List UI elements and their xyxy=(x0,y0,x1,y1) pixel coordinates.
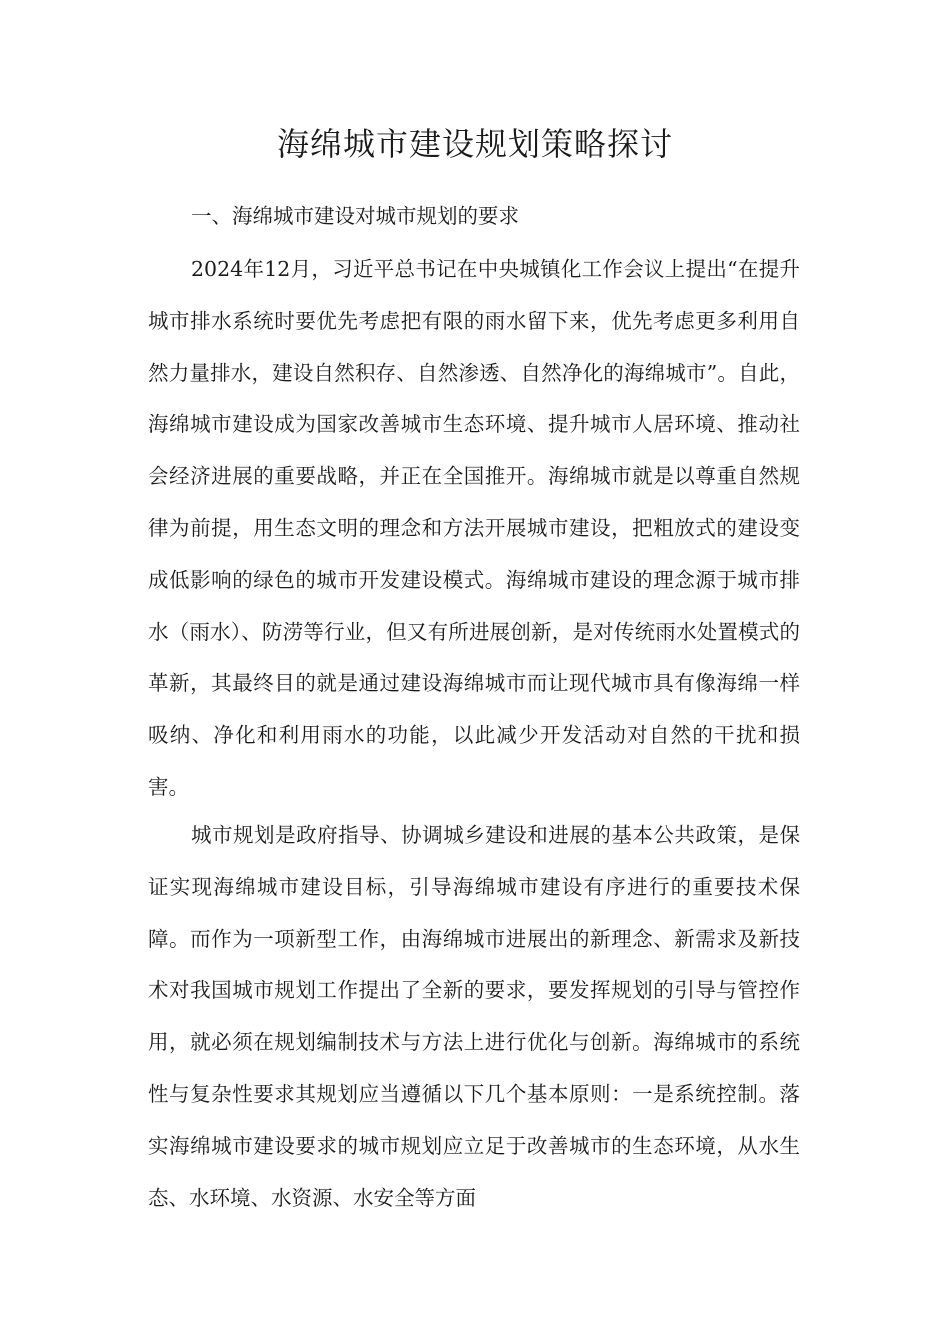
paragraph-1: 2024年12月，习近平总书记在中央城镇化工作会议上提出“在提升城市排水系统时要优先考虑把有限的雨水留下来，优先考虑更多利用自然力量排水，建设自然积存、自然渗透、自然净化的海绵城市”。自此，海绵城市建设成为国家改善城市生态环境、提升城市人居环境、推动社会经济进展的重要战略，并正在全国推开。海绵城市就是以尊重自然规律为前提，用生态文明的理念和方法开展城市建设，把粗放式的建设变成低影响的绿色的城市开发建设模式。海绵城市建设的理念源于城市排水（雨水）、防涝等行业，但又有所进展创新，是对传统雨水处置模式的革新，其最终目的就是通过建设海绵城市而让现代城市具有像海绵一样吸纳、净化和利用雨水的功能，以此减少开发活动对自然的干扰和损害。 xyxy=(148,257,800,799)
section-heading: 一、海绵城市建设对城市规划的要求 xyxy=(191,204,519,228)
page-title: 海绵城市建设规划策略探讨 xyxy=(276,125,673,163)
paragraph-2: 城市规划是政府指导、协调城乡建设和进展的基本公共政策，是保证实现海绵城市建设目标，引导海绵城市建设有序进行的重要技术保障。而作为一项新型工作，由海绵城市进展出的新理念、新需求及新技术对我国城市规划工作提出了全新的要求，要发挥规划的引导与管控作用，就必须在规划编制技术与方法上进行优化与创新。海绵城市的系统性与复杂性要求其规划应当遵循以下几个基本原则：一是系统控制。落实海绵城市建设要求的城市规划应立足于改善城市的生态环境，从水生态、水环境、水资源、水安全等方面 xyxy=(148,823,800,1210)
